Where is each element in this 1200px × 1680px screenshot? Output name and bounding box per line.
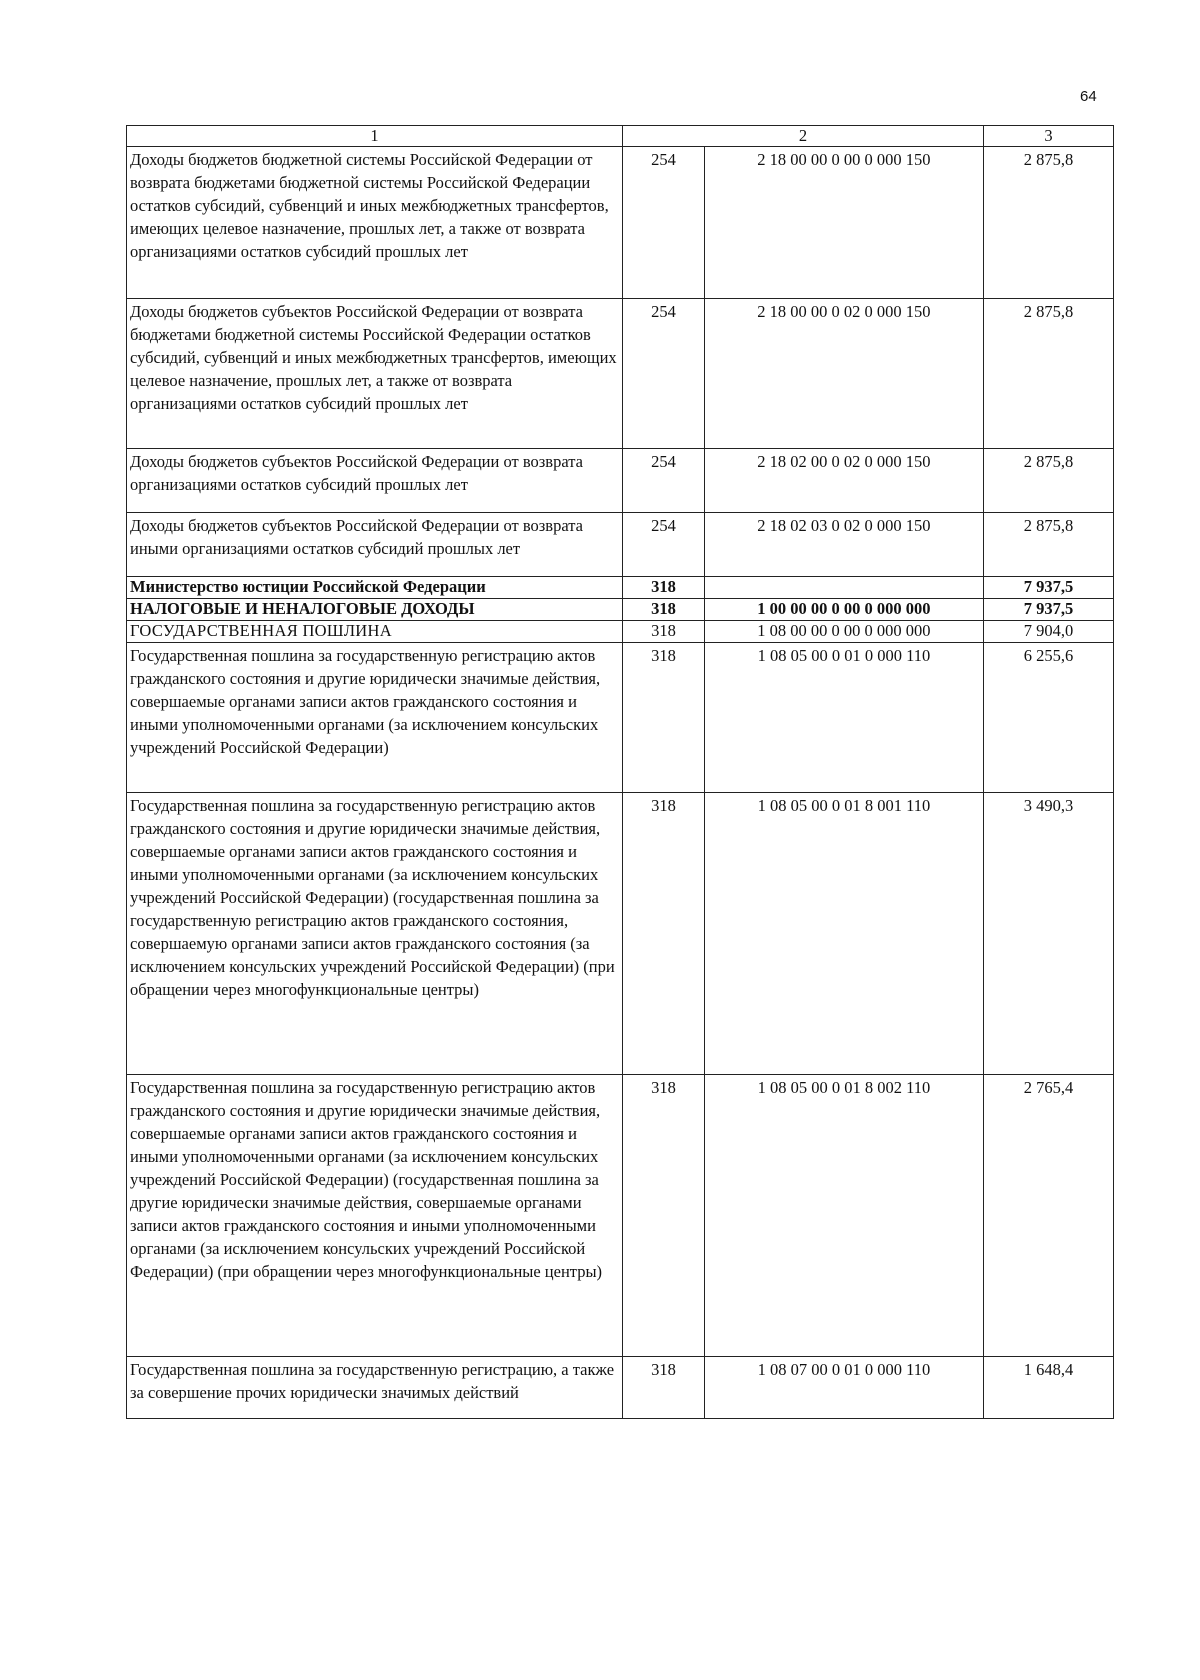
table-row (127, 147, 1114, 299)
row-amount-cell: 2 875,8 (983, 513, 1113, 577)
table-row (127, 513, 1114, 577)
row-admin-code-cell: 318 (623, 577, 705, 599)
row-amount-cell: 1 648,4 (983, 1357, 1113, 1419)
header-col-1: 1 (127, 126, 623, 147)
row-admin-code-cell: 318 (623, 621, 705, 643)
row-admin-code-cell: 318 (623, 1357, 705, 1419)
budget-table (126, 125, 1114, 1419)
row-kbk-cell: 1 08 07 00 0 01 0 000 110 (704, 1357, 983, 1419)
table-row (127, 1075, 1114, 1357)
row-amount-cell: 7 904,0 (983, 621, 1113, 643)
row-name-cell: Государственная пошлина за государственную регистрацию актов гражданского состояния и другие юридически значимые действия, совершаемые органами записи актов гражданского состояния и иными уполномоченными органами (за исключением консульских учреждений Российской Федерации) (127, 643, 623, 793)
row-kbk-cell: 1 08 05 00 0 01 8 001 110 (704, 793, 983, 1075)
row-admin-code-cell: 318 (623, 643, 705, 793)
row-name-cell: Доходы бюджетов бюджетной системы Российской Федерации от возврата бюджетами бюджетной системы Российской Федерации остатков субсидий, субвенций и иных межбюджетных трансфертов, имеющих целевое назначение, прошлых лет, а также от возврата организациями остатков субсидий прошлых лет (127, 147, 623, 299)
row-name-cell: ГОСУДАРСТВЕННАЯ ПОШЛИНА (127, 621, 623, 643)
row-amount-cell: 6 255,6 (983, 643, 1113, 793)
row-admin-code-cell: 254 (623, 299, 705, 449)
row-amount-cell: 7 937,5 (983, 577, 1113, 599)
table-row (127, 1357, 1114, 1419)
row-kbk-cell (704, 577, 983, 599)
row-kbk-cell: 1 00 00 00 0 00 0 000 000 (704, 599, 983, 621)
row-amount-cell: 3 490,3 (983, 793, 1113, 1075)
row-name-cell: НАЛОГОВЫЕ И НЕНАЛОГОВЫЕ ДОХОДЫ (127, 599, 623, 621)
row-name-cell: Министерство юстиции Российской Федерации (127, 577, 623, 599)
table-row (127, 643, 1114, 793)
table-row (127, 621, 1114, 643)
row-name-cell: Доходы бюджетов субъектов Российской Федерации от возврата организациями остатков субсидий прошлых лет (127, 449, 623, 513)
row-name-cell: Доходы бюджетов субъектов Российской Федерации от возврата иными организациями остатков субсидий прошлых лет (127, 513, 623, 577)
row-kbk-cell: 2 18 00 00 0 02 0 000 150 (704, 299, 983, 449)
table-row (127, 449, 1114, 513)
header-row (127, 126, 1114, 147)
header-col-2: 2 (623, 126, 984, 147)
row-admin-code-cell: 318 (623, 1075, 705, 1357)
page-number: 64 (1080, 88, 1097, 105)
row-kbk-cell: 2 18 02 00 0 02 0 000 150 (704, 449, 983, 513)
table-row (127, 793, 1114, 1075)
row-name-cell: Государственная пошлина за государственную регистрацию актов гражданского состояния и другие юридически значимые действия, совершаемые органами записи актов гражданского состояния и иными уполномоченными органами (за исключением консульских учреждений Российской Федерации) (государственная пошлина за другие юридически значимые действия, совершаемые органами записи актов гражданского состояния и иными уполномоченными органами (за исключением консульских учреждений Российской Федерации) (при обращении через многофункциональные центры) (127, 1075, 623, 1357)
row-amount-cell: 2 765,4 (983, 1075, 1113, 1357)
row-admin-code-cell: 254 (623, 449, 705, 513)
row-kbk-cell: 1 08 00 00 0 00 0 000 000 (704, 621, 983, 643)
row-kbk-cell: 1 08 05 00 0 01 8 002 110 (704, 1075, 983, 1357)
row-admin-code-cell: 254 (623, 147, 705, 299)
row-name-cell: Доходы бюджетов субъектов Российской Федерации от возврата бюджетами бюджетной системы Российской Федерации остатков субсидий, субвенций и иных межбюджетных трансфертов, имеющих целевое назначение, прошлых лет, а также от возврата организациями остатков субсидий прошлых лет (127, 299, 623, 449)
row-amount-cell: 2 875,8 (983, 299, 1113, 449)
row-amount-cell: 7 937,5 (983, 599, 1113, 621)
table-row (127, 577, 1114, 599)
row-kbk-cell: 1 08 05 00 0 01 0 000 110 (704, 643, 983, 793)
row-amount-cell: 2 875,8 (983, 449, 1113, 513)
row-admin-code-cell: 318 (623, 793, 705, 1075)
row-admin-code-cell: 254 (623, 513, 705, 577)
table-row (127, 299, 1114, 449)
row-kbk-cell: 2 18 00 00 0 00 0 000 150 (704, 147, 983, 299)
row-admin-code-cell: 318 (623, 599, 705, 621)
row-kbk-cell: 2 18 02 03 0 02 0 000 150 (704, 513, 983, 577)
table-row (127, 599, 1114, 621)
row-name-cell: Государственная пошлина за государственную регистрацию, а также за совершение прочих юридически значимых действий (127, 1357, 623, 1419)
row-amount-cell: 2 875,8 (983, 147, 1113, 299)
row-name-cell: Государственная пошлина за государственную регистрацию актов гражданского состояния и другие юридически значимые действия, совершаемые органами записи актов гражданского состояния и иными уполномоченными органами (за исключением консульских учреждений Российской Федерации) (государственная пошлина за государственную регистрацию актов гражданского состояния, совершаемую органами записи актов гражданского состояния (за исключением консульских учреждений Российской Федерации) (при обращении через многофункциональные центры) (127, 793, 623, 1075)
header-col-3: 3 (983, 126, 1113, 147)
